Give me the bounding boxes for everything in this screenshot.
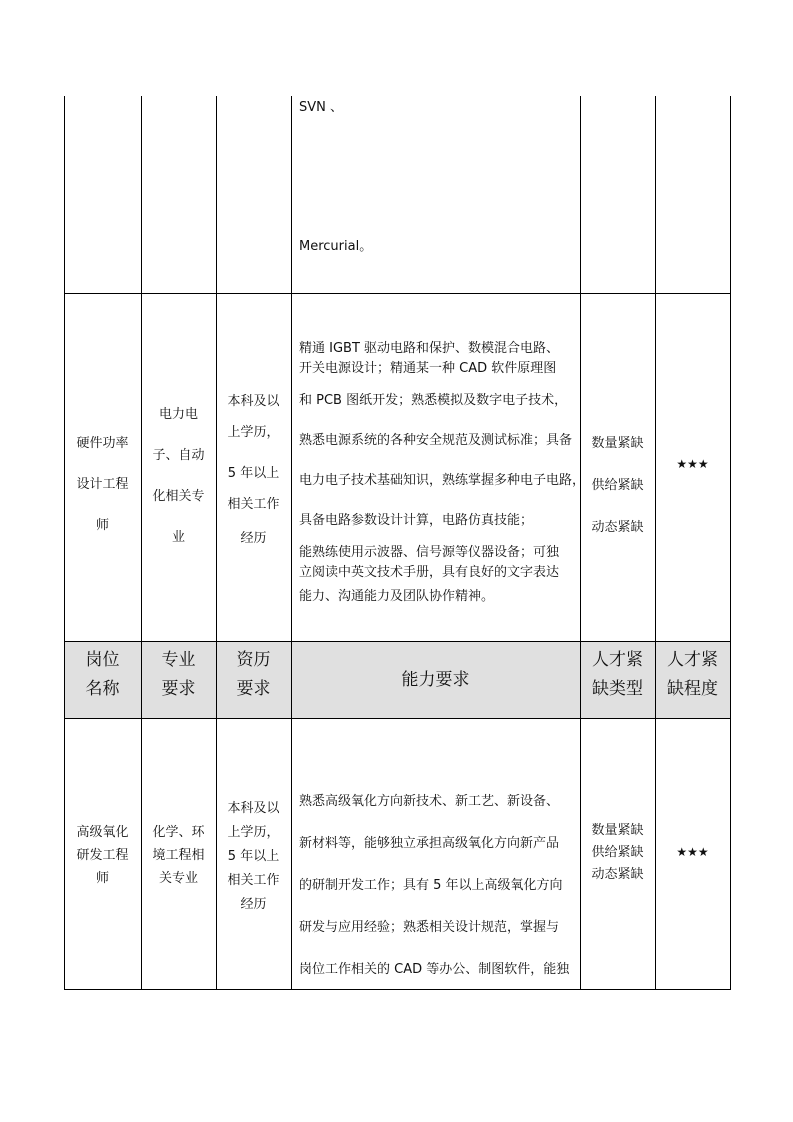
position-name: 高级氧化 研发工程 师 — [76, 825, 129, 886]
header-shortage-type: 人才紧 缺类型 — [592, 650, 643, 699]
education-requirement: 本科及以 上学历， 5 年以上 相关工作 经历 — [227, 394, 280, 546]
row-divider — [64, 641, 731, 642]
row-divider — [64, 293, 731, 294]
column-divider — [291, 96, 292, 990]
table-border-right — [730, 96, 731, 990]
education-requirement: 本科及以 上学历， 5 年以上 相关工作 经历 — [227, 801, 280, 912]
ability-requirement: 精通 IGBT 驱动电路和保护、数模混合电路、 开关电源设计；精通某一种 CAD 软件原理图 和 PCB 图纸开发；熟悉模拟及数字电子技术， 熟悉电源系统的各种安全规范及测试标准；具备 电力电子技术基础知识，熟练掌握多种电子电路， 具备电路参数设计计算，电路仿真技能； 能熟练使用示波器、信号源等仪器设备；可独 立阅读中英文技术手册，具有良好的文字表达 能力、沟通能力及团队协作精神。 — [299, 341, 586, 604]
shortage-type: 数量紧缺 供给紧缺 动态紧缺 — [591, 436, 644, 535]
header-ability: 能力要求 — [401, 670, 470, 690]
ability-requirement: 熟悉高级氧化方向新技术、新工艺、新设备、 新材料等，能够独立承担高级氧化方向新产品 的研制开发工作；具有 5 年以上高级氧化方向 研发与应用经验；熟悉相关设计规范，掌握与 岗位工作相关的 CAD 等办公、制图软件，能独 — [299, 794, 570, 977]
row-divider — [64, 718, 731, 719]
header-education: 资历 要求 — [236, 650, 271, 699]
header-shortage-level: 人才紧 缺程度 — [667, 650, 718, 699]
shortage-type: 数量紧缺 供给紧缺 动态紧缺 — [591, 823, 644, 882]
major-requirement: 化学、环 境工程相 关专业 — [152, 825, 205, 886]
header-major: 专业 要求 — [161, 650, 196, 699]
shortage-level-stars: ★★★ — [676, 845, 709, 859]
ability-text: Mercurial。 — [299, 239, 373, 254]
major-requirement: 电力电 子、自动 化相关专 业 — [152, 407, 205, 545]
shortage-level-stars: ★★★ — [676, 457, 709, 471]
position-name: 硬件功率 设计工程 师 — [76, 436, 129, 533]
header-position: 岗位 名称 — [85, 650, 120, 699]
table-border-bottom — [64, 989, 731, 990]
ability-text: SVN 、 — [299, 100, 344, 115]
